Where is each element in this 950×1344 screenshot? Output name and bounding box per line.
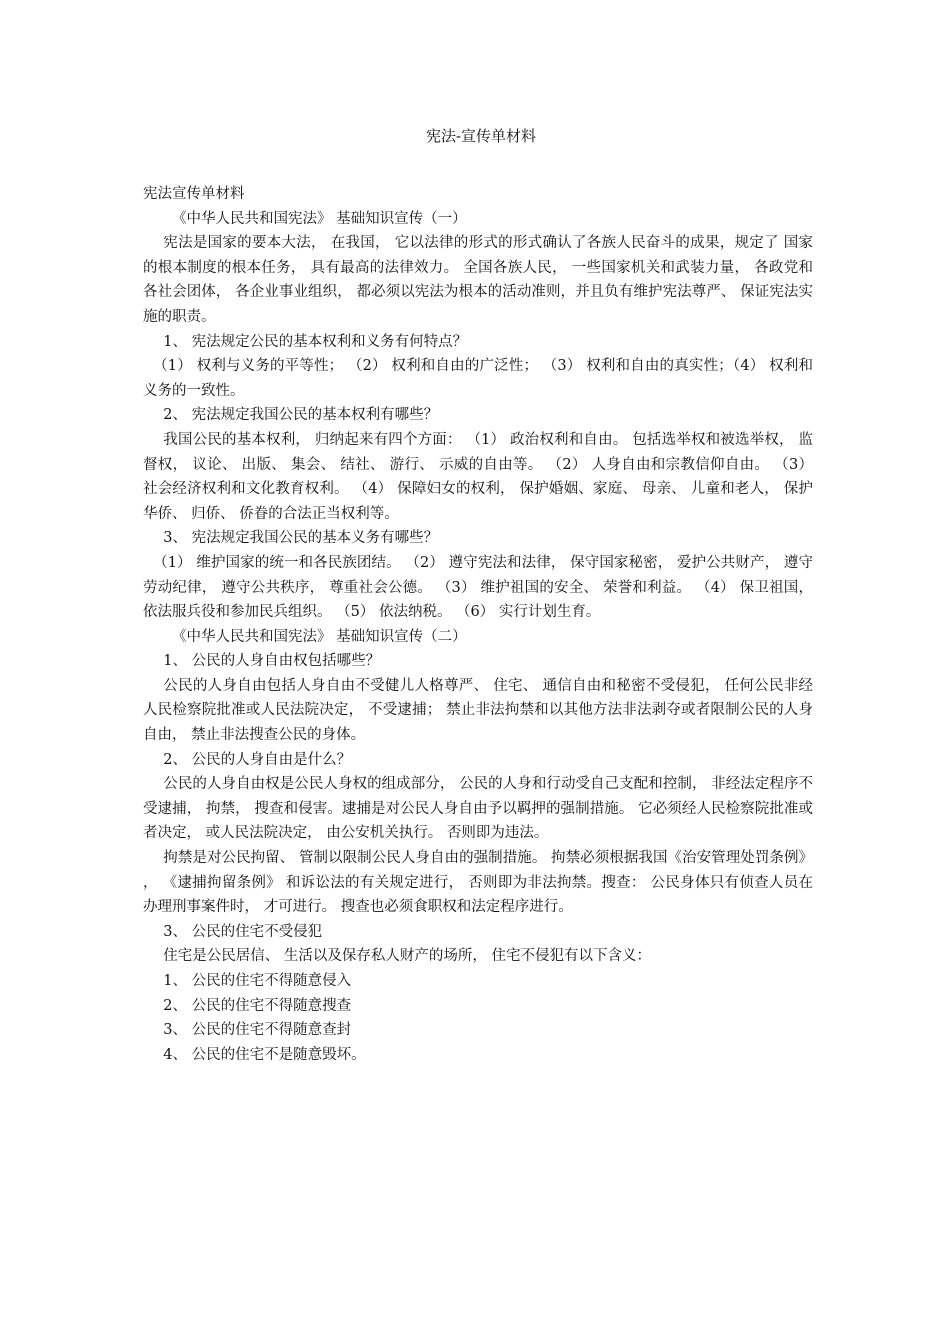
paragraph: 《中华人民共和国宪法》 基础知识宣传（一） — [172, 210, 467, 227]
paragraph: 我国公民的基本权利， 归纳起来有四个方面： （1） 政治权利和自由。 包括选举权和被选举权， 监督权， 议论、 出版、 集会、 结社、 游行、 示威的自由等。 （2） 人身自由和宗教信仰自由。 （3） 社会经济权利和文化教育权利。 （4） 保障妇女的权利， 保护婚姻、家庭、 母亲、 儿童和老人， 保护华侨、 归侨、 侨眷的合法正当权利等。 — [143, 431, 813, 522]
paragraph: 拘禁是对公民拘留、 管制以限制公民人身自由的强制措施。 拘禁必须根据我国《治安管理处罚条例》 ， 《逮捕拘留条例》 和诉讼法的有关规定进行， 否则即为非法拘禁。搜查： 公民身体只有侦查人员在办理刑事案件时， 才可进行。 搜查也必须食职权和法定程序进行。 — [143, 850, 813, 916]
paragraph: 2、 公民的人身自由是什么？ — [163, 751, 352, 768]
paragraph: 3、 公民的住宅不受侵犯 — [163, 923, 323, 940]
paragraph: 4、 公民的住宅不是随意毁坏。 — [163, 1046, 366, 1063]
paragraph: 宪法宣传单材料 — [143, 186, 245, 202]
paragraph: 1、 公民的住宅不得随意侵入 — [163, 973, 352, 989]
paragraph: 1、 公民的人身自由权包括哪些？ — [163, 653, 381, 670]
paragraph: 1、 宪法规定公民的基本权利和义务有何特点？ — [163, 333, 468, 350]
paragraph: 《中华人民共和国宪法》 基础知识宣传（二） — [172, 628, 467, 645]
document-title: 宪法-宣传单材料 — [425, 127, 537, 145]
paragraph: 宪法是国家的要本大法， 在我国， 它以法律的形式的形式确认了各族人民奋斗的成果，规定了 国家的根本制度的根本任务， 具有最高的法律效力。 全国各族人民， 一些国家机关和武装力量， 各政党和各社会团体， 各企业事业组织， 都必须以宪法为根本的活动准则，并且负有维护宪法尊严、 保证宪法实施的职责。 — [143, 235, 813, 325]
paragraph: 公民的人身自由权是公民人身权的组成部分， 公民的人身和行动受自己支配和控制， 非经法定程序不受逮捕， 拘禁， 搜查和侵害。逮捕是对公民人身自由予以羁押的强制措施。 它必须经人民检察院批准或者决定， 或人民法院决定， 由公安机关执行。 否则即为违法。 — [143, 776, 813, 842]
paragraph: 2、 宪法规定我国公民的基本权利有哪些？ — [163, 407, 439, 424]
paragraph: 住宅是公民居信、 生活以及保存私人财产的场所， 住宅不侵犯有以下含义： — [163, 948, 652, 965]
paragraph: 2、 公民的住宅不得随意搜查 — [163, 997, 352, 1014]
paragraph: （1） 权利与义务的平等性； （2） 权利和自由的广泛性； （3） 权利和自由的真实性；（4） 权利和义务的一致性。 — [143, 358, 813, 399]
paragraph: 公民的人身自由包括人身自由不受健儿人格尊严、 住宅、 通信自由和秘密不受侵犯， 任何公民非经人民检察院批准或人民法院决定， 不受逮捕； 禁止非法拘禁和以其他方法非法剥夺或者限制公民的人身自由， 禁止非法搜查公民的身体。 — [143, 677, 813, 744]
document-page — [143, 124, 813, 1067]
paragraph: （1） 维护国家的统一和各民族团结。 （2） 遵守宪法和法律， 保守国家秘密， 爱护公共财产， 遵守劳动纪律， 遵守公共秩序， 尊重社会公德。 （3） 维护祖国的安全、 荣誉和利益。 （4） 保卫祖国， 依法服兵役和参加民兵组织。 （5） 依法纳税。 （6） 实行计划生育。 — [143, 554, 813, 621]
document-body — [143, 182, 813, 1067]
paragraph: 3、 公民的住宅不得随意查封 — [163, 1022, 352, 1039]
paragraph: 3、 宪法规定我国公民的基本义务有哪些？ — [163, 530, 439, 547]
